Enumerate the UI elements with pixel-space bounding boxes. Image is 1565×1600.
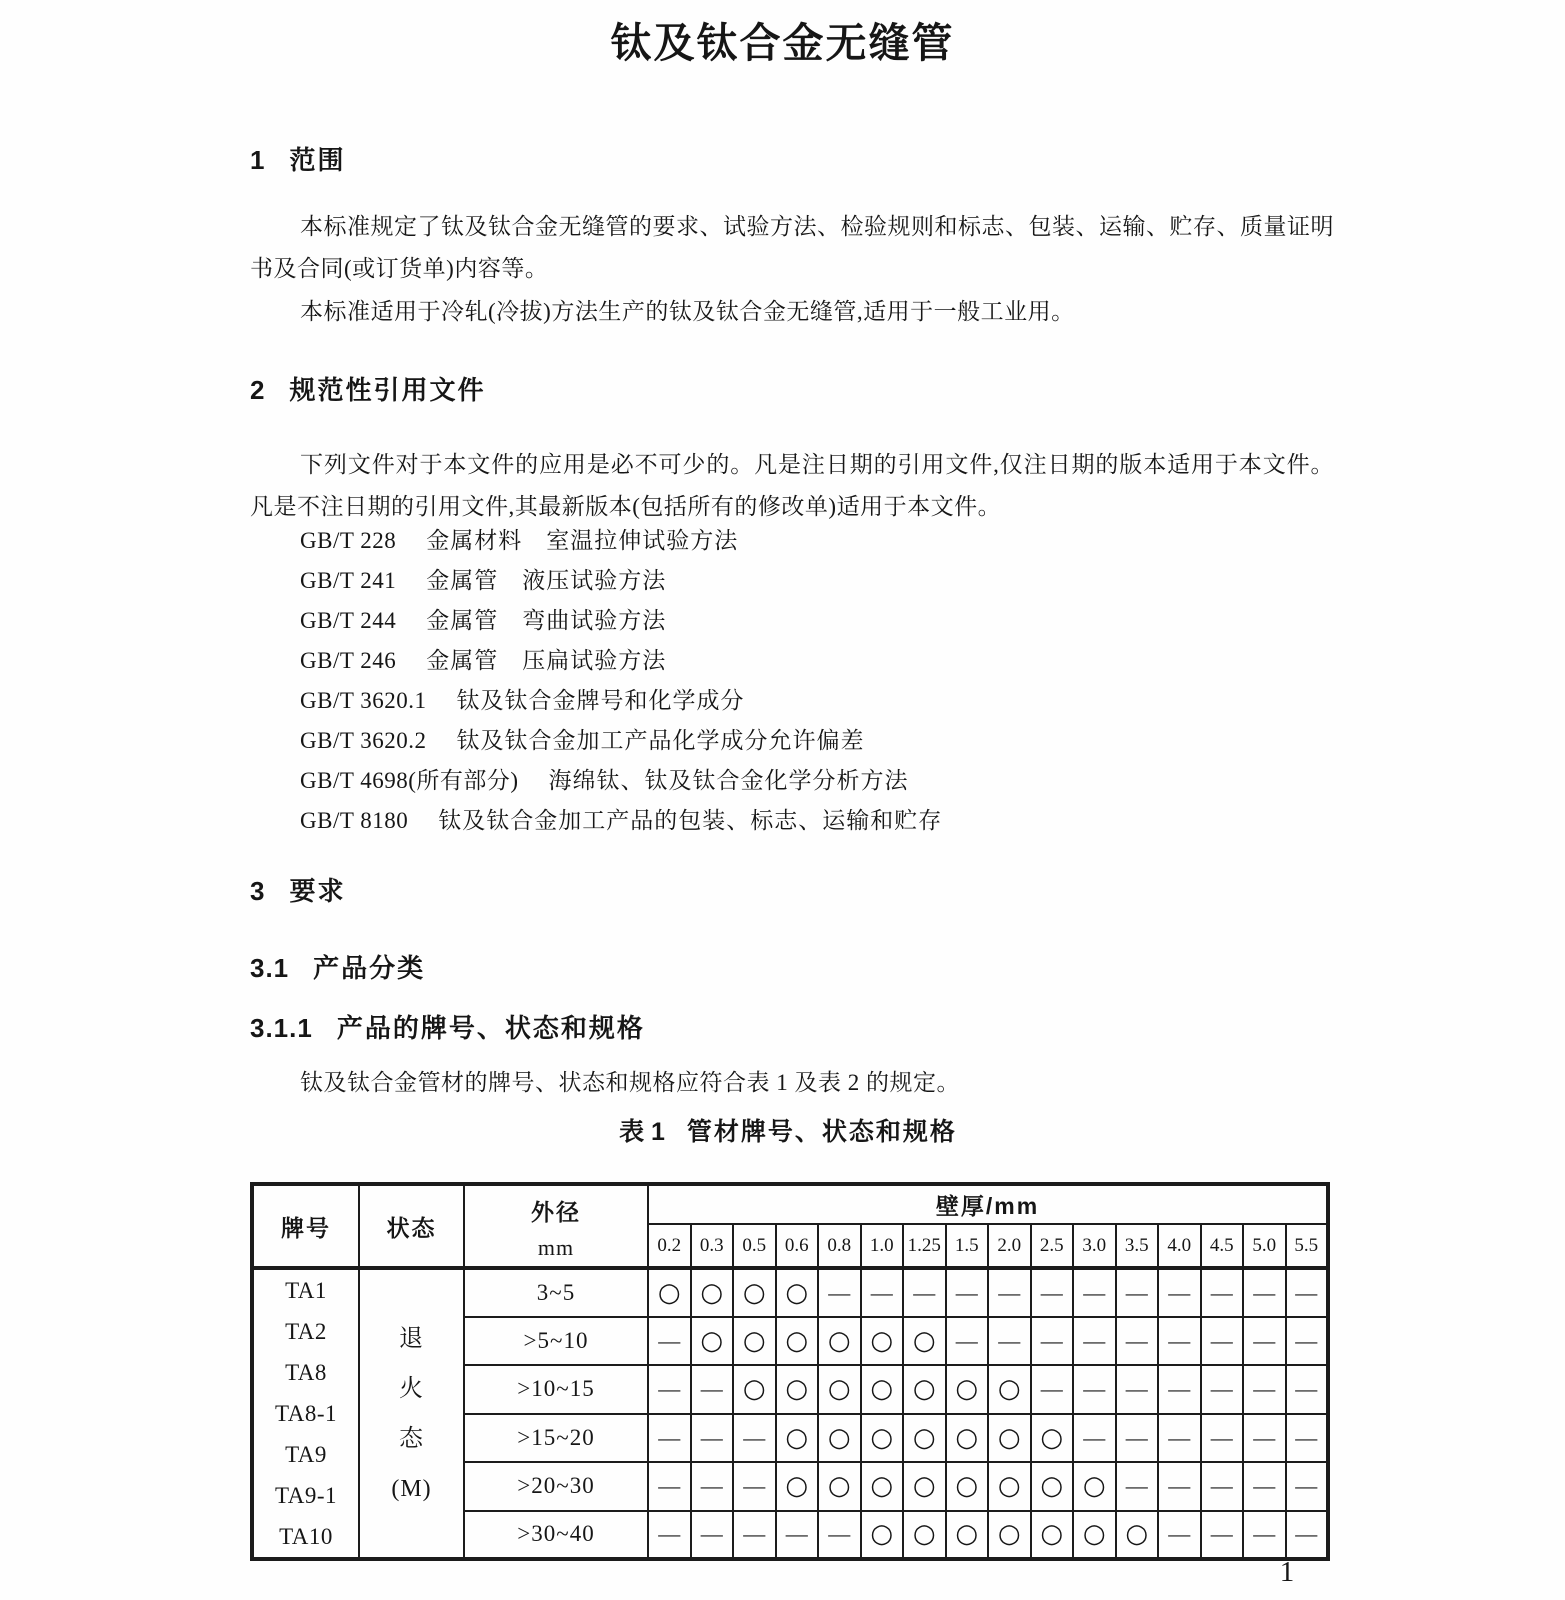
available-mark: ○ xyxy=(733,1317,776,1366)
state-label: (M) xyxy=(391,1475,432,1502)
od-range-cell: >20~30 xyxy=(464,1462,648,1511)
available-mark: ○ xyxy=(1116,1511,1159,1560)
thickness-col-header: 4.0 xyxy=(1158,1224,1201,1268)
section-label: 产品的牌号、状态和规格 xyxy=(336,1013,645,1043)
reference-code: GB/T 244 xyxy=(300,608,397,633)
reference-title: 金属材料 室温拉伸试验方法 xyxy=(426,528,739,553)
od-range-cell: >30~40 xyxy=(464,1511,648,1560)
available-mark: ○ xyxy=(776,1317,819,1366)
available-mark: ○ xyxy=(861,1317,904,1366)
not-available-mark: — xyxy=(903,1268,946,1317)
section-1-heading xyxy=(250,140,345,177)
grade-label: TA8-1 xyxy=(275,1401,337,1426)
od-label: 外径 xyxy=(531,1198,581,1225)
not-available-mark: — xyxy=(988,1317,1031,1366)
not-available-mark: — xyxy=(1243,1365,1286,1414)
section-3-heading xyxy=(250,871,345,908)
header-wall-thickness: 壁厚/mm xyxy=(648,1184,1328,1224)
not-available-mark: — xyxy=(1116,1462,1159,1511)
thickness-col-header: 3.5 xyxy=(1116,1224,1159,1268)
reference-title: 钛及钛合金牌号和化学成分 xyxy=(456,688,745,713)
table1-head xyxy=(252,1184,1328,1268)
not-available-mark: — xyxy=(818,1511,861,1560)
not-available-mark: — xyxy=(691,1462,734,1511)
available-mark: ○ xyxy=(988,1511,1031,1560)
available-mark: ○ xyxy=(903,1317,946,1366)
thickness-col-header: 5.0 xyxy=(1243,1224,1286,1268)
not-available-mark: — xyxy=(648,1414,691,1463)
not-available-mark: — xyxy=(648,1365,691,1414)
thickness-col-header: 0.3 xyxy=(691,1224,734,1268)
not-available-mark: — xyxy=(1073,1414,1116,1463)
not-available-mark: — xyxy=(1031,1268,1074,1317)
grade-label: TA9 xyxy=(285,1442,327,1467)
paragraph-scope-2: 本标准适用于冷轧(冷拔)方法生产的钛及钛合金无缝管,适用于一般工业用。 xyxy=(300,299,1075,324)
not-available-mark: — xyxy=(1201,1414,1244,1463)
table1-caption xyxy=(250,1112,1326,1148)
reference-code: GB/T 241 xyxy=(300,568,397,593)
available-mark: ○ xyxy=(776,1268,819,1317)
od-range-cell: >5~10 xyxy=(464,1317,648,1366)
reference-code: GB/T 228 xyxy=(300,528,397,553)
available-mark: ○ xyxy=(1031,1511,1074,1560)
not-available-mark: — xyxy=(733,1462,776,1511)
available-mark: ○ xyxy=(946,1365,989,1414)
not-available-mark: — xyxy=(1243,1317,1286,1366)
section-number: 2 xyxy=(250,375,266,405)
not-available-mark: — xyxy=(946,1268,989,1317)
available-mark: ○ xyxy=(903,1462,946,1511)
not-available-mark: — xyxy=(1286,1462,1329,1511)
thickness-col-header: 1.5 xyxy=(946,1224,989,1268)
header-state: 状态 xyxy=(359,1184,464,1268)
available-mark: ○ xyxy=(1031,1414,1074,1463)
not-available-mark: — xyxy=(1158,1462,1201,1511)
available-mark: ○ xyxy=(1073,1462,1116,1511)
not-available-mark: — xyxy=(733,1414,776,1463)
not-available-mark: — xyxy=(1286,1511,1329,1560)
paragraph-references-intro: 下列文件对于本文件的应用是必不可少的。凡是注日期的引用文件,仅注日期的版本适用于本文件。凡是不注日期的引用文件,其最新版本(包括所有的修改单)适用于本文件。 xyxy=(250,452,1334,519)
section-number: 3 xyxy=(250,876,266,906)
not-available-mark: — xyxy=(1286,1414,1329,1463)
thickness-col-header: 3.0 xyxy=(1073,1224,1116,1268)
available-mark: ○ xyxy=(861,1414,904,1463)
thickness-col-header: 1.25 xyxy=(903,1224,946,1268)
not-available-mark: — xyxy=(1031,1317,1074,1366)
not-available-mark: — xyxy=(691,1511,734,1560)
reference-title: 金属管 液压试验方法 xyxy=(426,568,667,593)
available-mark: ○ xyxy=(691,1268,734,1317)
available-mark: ○ xyxy=(648,1268,691,1317)
state-label: 态 xyxy=(399,1425,424,1452)
grade-list-cell xyxy=(252,1268,359,1559)
reference-item xyxy=(300,561,942,601)
available-mark: ○ xyxy=(818,1365,861,1414)
section-label: 范围 xyxy=(289,145,346,175)
not-available-mark: — xyxy=(1158,1511,1201,1560)
grade-label: TA10 xyxy=(279,1524,333,1549)
available-mark: ○ xyxy=(988,1365,1031,1414)
reference-code: GB/T 3620.1 xyxy=(300,688,427,713)
not-available-mark: — xyxy=(1116,1414,1159,1463)
section-label: 要求 xyxy=(289,876,346,906)
not-available-mark: — xyxy=(1201,1365,1244,1414)
table-number: 表 1 xyxy=(619,1118,665,1146)
available-mark: ○ xyxy=(946,1511,989,1560)
not-available-mark: — xyxy=(1116,1268,1159,1317)
not-available-mark: — xyxy=(1201,1268,1244,1317)
table1-container xyxy=(250,1182,1330,1561)
paragraph-scope-1: 本标准规定了钛及钛合金无缝管的要求、试验方法、检验规则和标志、包装、运输、贮存、质量证明书及合同(或订货单)内容等。 xyxy=(250,214,1334,281)
reference-code: GB/T 8180 xyxy=(300,808,409,833)
available-mark: ○ xyxy=(903,1365,946,1414)
reference-item xyxy=(300,521,942,561)
not-available-mark: — xyxy=(648,1317,691,1366)
reference-item xyxy=(300,601,942,641)
available-mark: ○ xyxy=(818,1317,861,1366)
not-available-mark: — xyxy=(1158,1268,1201,1317)
paragraph-classification: 钛及钛合金管材的牌号、状态和规格应符合表 1 及表 2 的规定。 xyxy=(300,1070,960,1095)
thickness-col-header: 2.0 xyxy=(988,1224,1031,1268)
not-available-mark: — xyxy=(946,1317,989,1366)
section-number: 1 xyxy=(250,145,266,175)
reference-title: 金属管 弯曲试验方法 xyxy=(426,608,667,633)
grade-label: TA1 xyxy=(285,1278,327,1303)
not-available-mark: — xyxy=(1201,1462,1244,1511)
available-mark: ○ xyxy=(946,1462,989,1511)
section-number: 3.1.1 xyxy=(250,1013,313,1043)
thickness-col-header: 2.5 xyxy=(1031,1224,1074,1268)
not-available-mark: — xyxy=(1116,1317,1159,1366)
not-available-mark: — xyxy=(1286,1268,1329,1317)
not-available-mark: — xyxy=(648,1462,691,1511)
reference-title: 钛及钛合金加工产品的包装、标志、运输和贮存 xyxy=(438,808,943,833)
reference-item xyxy=(300,681,942,721)
available-mark: ○ xyxy=(818,1414,861,1463)
not-available-mark: — xyxy=(1286,1365,1329,1414)
available-mark: ○ xyxy=(818,1462,861,1511)
thickness-col-header: 0.2 xyxy=(648,1224,691,1268)
reference-code: GB/T 246 xyxy=(300,648,397,673)
document-title: 钛及钛合金无缝管 xyxy=(610,20,955,66)
reference-title: 海绵钛、钛及钛合金化学分析方法 xyxy=(548,768,909,793)
available-mark: ○ xyxy=(861,1365,904,1414)
section-number: 3.1 xyxy=(250,953,290,983)
available-mark: ○ xyxy=(733,1365,776,1414)
not-available-mark: — xyxy=(1158,1414,1201,1463)
not-available-mark: — xyxy=(1201,1511,1244,1560)
thickness-col-header: 0.8 xyxy=(818,1224,861,1268)
not-available-mark: — xyxy=(1201,1317,1244,1366)
available-mark: ○ xyxy=(1031,1462,1074,1511)
available-mark: ○ xyxy=(861,1462,904,1511)
references-list xyxy=(300,521,942,841)
available-mark: ○ xyxy=(946,1414,989,1463)
not-available-mark: — xyxy=(861,1268,904,1317)
not-available-mark: — xyxy=(1243,1462,1286,1511)
section-label: 规范性引用文件 xyxy=(289,375,486,405)
not-available-mark: — xyxy=(1243,1414,1286,1463)
thickness-col-header: 1.0 xyxy=(861,1224,904,1268)
available-mark: ○ xyxy=(1073,1511,1116,1560)
od-range-cell: 3~5 xyxy=(464,1268,648,1317)
grade-label: TA8 xyxy=(285,1360,327,1385)
available-mark: ○ xyxy=(776,1414,819,1463)
available-mark: ○ xyxy=(988,1414,1031,1463)
thickness-col-header: 0.6 xyxy=(776,1224,819,1268)
not-available-mark: — xyxy=(691,1414,734,1463)
header-row-1 xyxy=(252,1184,1328,1224)
not-available-mark: — xyxy=(1243,1511,1286,1560)
thickness-col-header: 5.5 xyxy=(1286,1224,1329,1268)
not-available-mark: — xyxy=(1073,1365,1116,1414)
grade-label: TA9-1 xyxy=(275,1483,337,1508)
section-3-1-1-heading xyxy=(250,1008,645,1045)
table1-grid xyxy=(250,1182,1330,1561)
not-available-mark: — xyxy=(1158,1365,1201,1414)
available-mark: ○ xyxy=(903,1414,946,1463)
od-unit: mm xyxy=(537,1234,575,1260)
available-mark: ○ xyxy=(988,1462,1031,1511)
thickness-col-header: 4.5 xyxy=(1201,1224,1244,1268)
not-available-mark: — xyxy=(1073,1317,1116,1366)
od-range-cell: >10~15 xyxy=(464,1365,648,1414)
not-available-mark: — xyxy=(1286,1317,1329,1366)
section-2-heading xyxy=(250,370,485,407)
table-row xyxy=(252,1268,1328,1317)
not-available-mark: — xyxy=(1031,1365,1074,1414)
state-label: 退 xyxy=(399,1325,424,1352)
available-mark: ○ xyxy=(691,1317,734,1366)
reference-title: 钛及钛合金加工产品化学成分允许偏差 xyxy=(456,728,865,753)
available-mark: ○ xyxy=(776,1462,819,1511)
not-available-mark: — xyxy=(691,1365,734,1414)
available-mark: ○ xyxy=(776,1365,819,1414)
available-mark: ○ xyxy=(733,1268,776,1317)
section-3-1-heading xyxy=(250,948,425,985)
not-available-mark: — xyxy=(733,1511,776,1560)
reference-item xyxy=(300,801,942,841)
not-available-mark: — xyxy=(1243,1268,1286,1317)
section-label: 产品分类 xyxy=(313,953,426,983)
table-title: 管材牌号、状态和规格 xyxy=(686,1118,957,1146)
available-mark: ○ xyxy=(903,1511,946,1560)
not-available-mark: — xyxy=(818,1268,861,1317)
reference-item xyxy=(300,641,942,681)
grade-label: TA2 xyxy=(285,1319,327,1344)
state-label: 火 xyxy=(399,1375,424,1402)
reference-item xyxy=(300,761,942,801)
od-range-cell: >15~20 xyxy=(464,1414,648,1463)
reference-code: GB/T 4698(所有部分) xyxy=(300,768,519,793)
header-outer-diameter xyxy=(464,1184,648,1268)
not-available-mark: — xyxy=(1158,1317,1201,1366)
not-available-mark: — xyxy=(1116,1365,1159,1414)
not-available-mark: — xyxy=(1073,1268,1116,1317)
not-available-mark: — xyxy=(648,1511,691,1560)
thickness-col-header: 0.5 xyxy=(733,1224,776,1268)
state-cell xyxy=(359,1268,464,1559)
reference-title: 金属管 压扁试验方法 xyxy=(426,648,667,673)
header-grade: 牌号 xyxy=(252,1184,359,1268)
reference-item xyxy=(300,721,942,761)
not-available-mark: — xyxy=(988,1268,1031,1317)
available-mark: ○ xyxy=(861,1511,904,1560)
table1-body xyxy=(252,1268,1328,1559)
page-number: 1 xyxy=(1279,1556,1295,1588)
reference-code: GB/T 3620.2 xyxy=(300,728,427,753)
not-available-mark: — xyxy=(776,1511,819,1560)
